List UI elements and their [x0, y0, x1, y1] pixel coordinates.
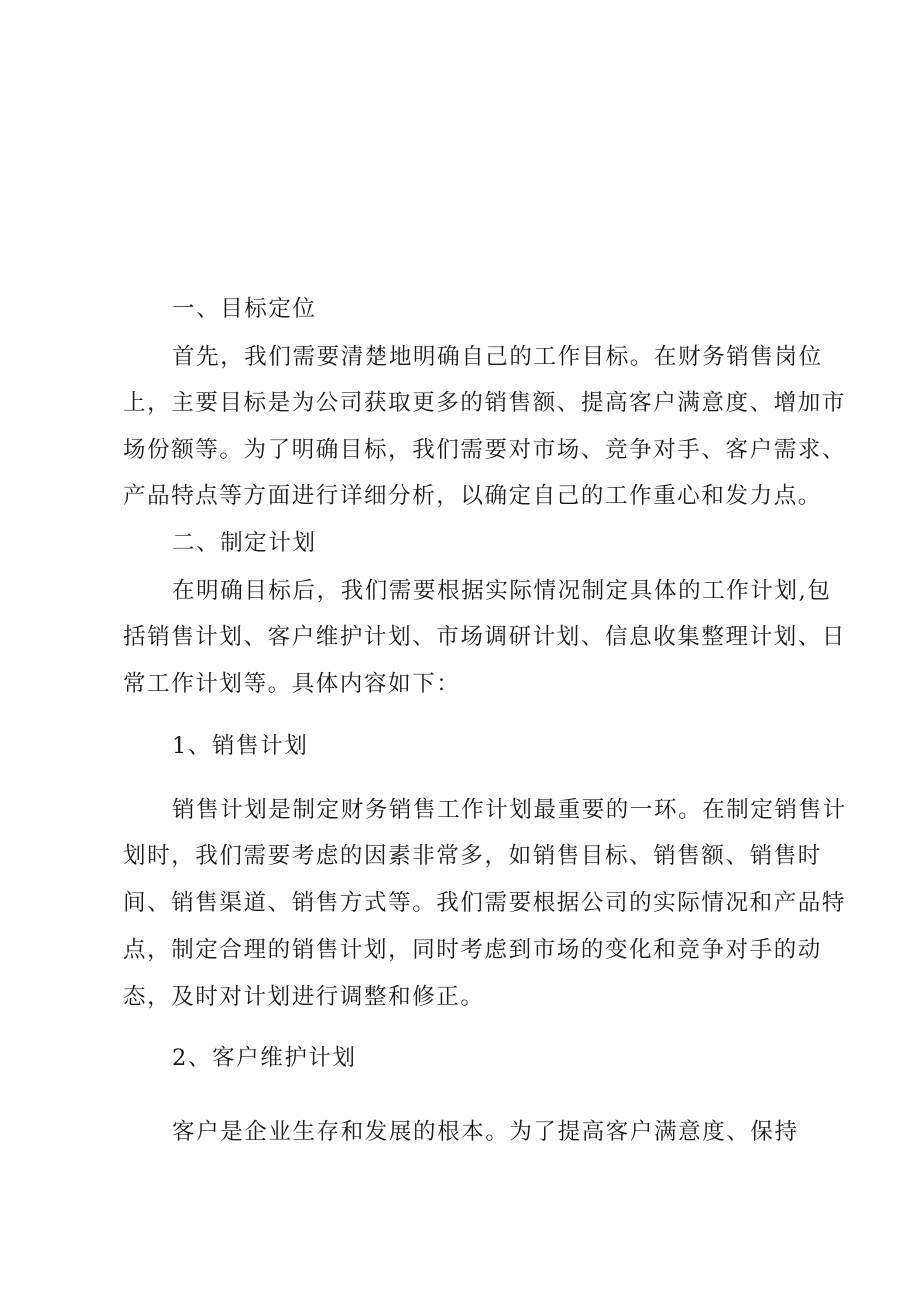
paragraph-line: 括销售计划、客户维护计划、市场调研计划、信息收集整理计划、日 [123, 624, 847, 650]
paragraph-line: 在明确目标后，我们需要根据实际情况制定具体的工作计划,包 [172, 578, 832, 604]
paragraph-line: 常工作计划等。具体内容如下： [123, 671, 461, 697]
subsection-heading-customer-plan: 2、客户维护计划 [172, 1045, 357, 1071]
paragraph-line: 销售计划是制定财务销售工作计划最重要的一环。在制定销售计 [172, 797, 847, 823]
paragraph-line: 场份额等。为了明确目标，我们需要对市场、竞争对手、客户需求、 [123, 437, 847, 463]
section-heading-goal: 一、目标定位 [172, 296, 317, 322]
paragraph-line: 产品特点等方面进行详细分析，以确定自己的工作重心和发力点。 [123, 483, 822, 509]
paragraph-line: 客户是企业生存和发展的根本。为了提高客户满意度、保持 [172, 1119, 799, 1145]
subsection-heading-sales-plan: 1、销售计划 [172, 733, 309, 759]
paragraph-line: 首先，我们需要清楚地明确自己的工作目标。在财务销售岗位 [172, 344, 823, 370]
paragraph-line: 间、销售渠道、销售方式等。我们需要根据公司的实际情况和产品特 [123, 890, 847, 916]
paragraph-line: 划时，我们需要考虑的因素非常多，如销售目标、销售额、销售时 [123, 843, 822, 869]
paragraph-line: 态，及时对计划进行调整和修正。 [123, 984, 485, 1010]
section-heading-plan: 二、制定计划 [172, 530, 317, 556]
paragraph-line: 点，制定合理的销售计划，同时考虑到市场的变化和竞争对手的动 [123, 937, 822, 963]
paragraph-line: 上，主要目标是为公司获取更多的销售额、提高客户满意度、增加市 [123, 390, 847, 416]
